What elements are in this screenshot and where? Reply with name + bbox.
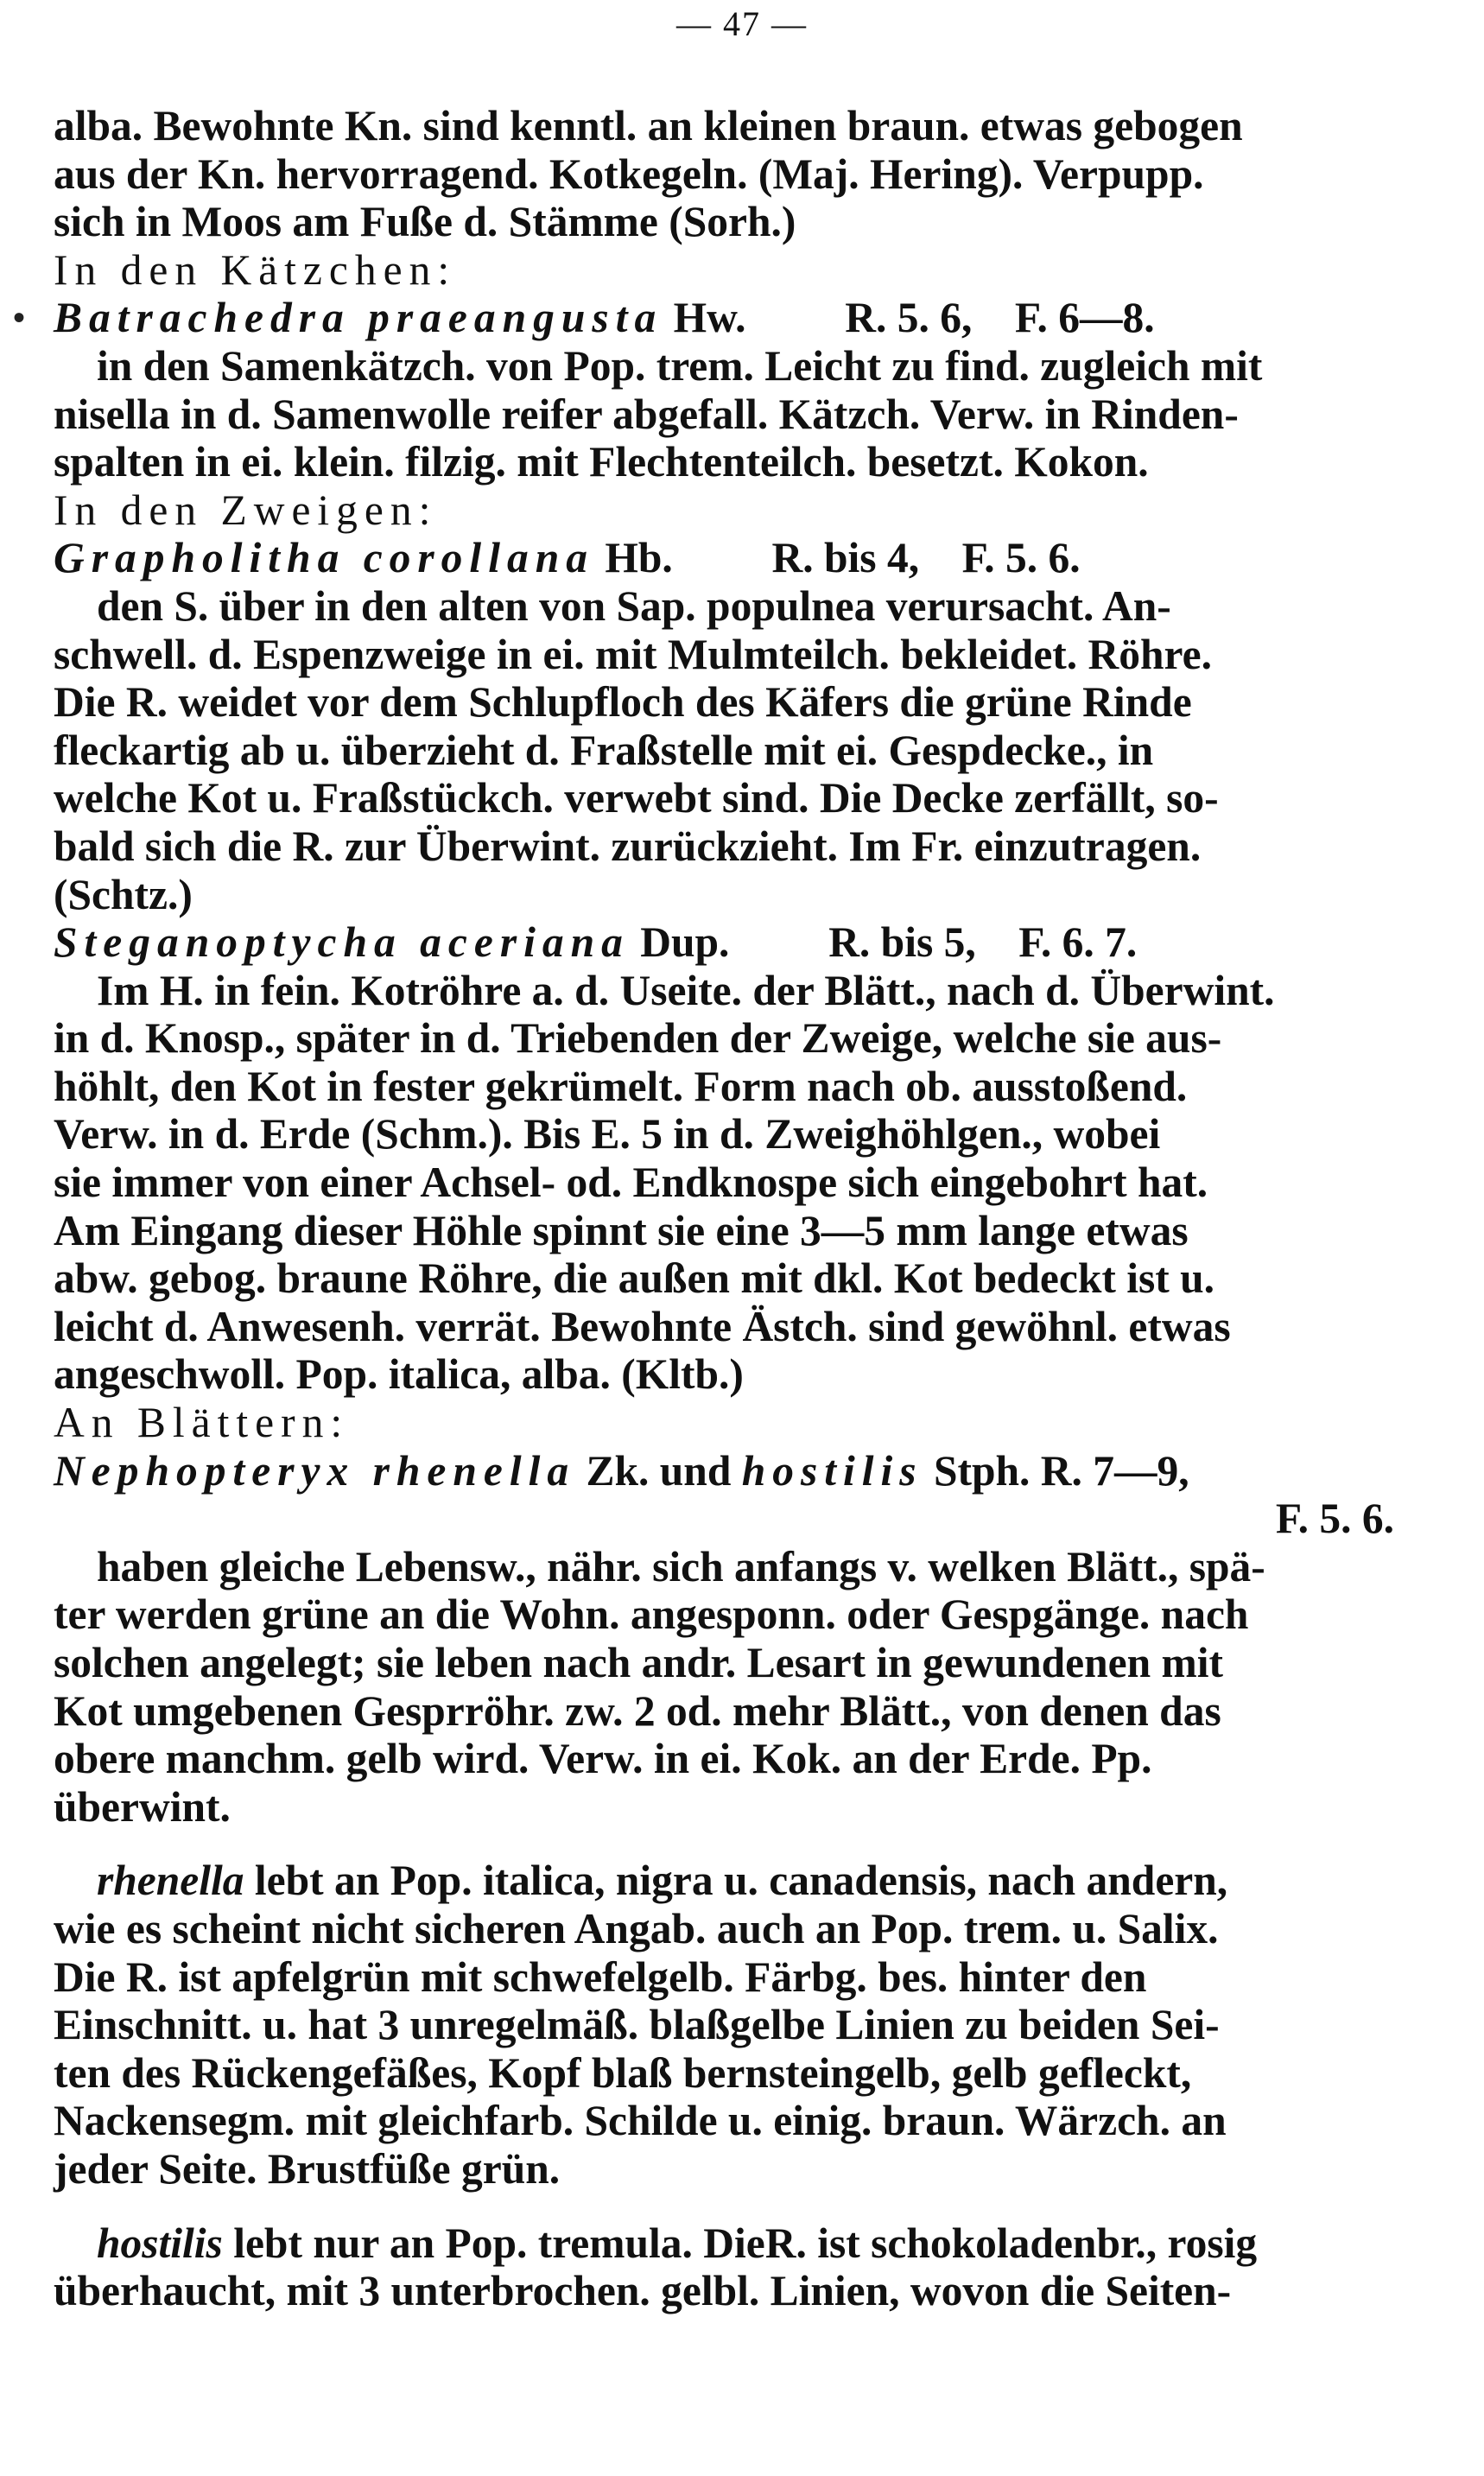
species-name: rhenella [97, 1857, 244, 1905]
text-line: jeder Seite. Brustfüße grün. [54, 2144, 561, 2193]
text-line: Verw. in d. Erde (Schm.). Bis E. 5 in d. Zweighöhlgen., wobei [54, 1110, 1161, 1159]
text-line: ter werden grüne an die Wohn. angesponn. oder Gespgänge. nach [54, 1590, 1249, 1639]
text-line: den S. über in den alten von Sap. populnea verursacht. An- [97, 581, 1171, 630]
text-line: höhlt, den Kot in fester gekrümelt. Form nach ob. ausstoßend. [54, 1062, 1188, 1110]
text-line: solchen angelegt; sie leben nach andr. Lesart in gewundenen mit [54, 1639, 1223, 1686]
text-line: sie immer von einer Achsel- od. Endknospe sich eingebohrt hat. [54, 1159, 1208, 1207]
text-line: ten des Rückengefäßes, Kopf blaß bernsteingelb, gelb gefleckt, [54, 2048, 1192, 2097]
species-author: Dup. [640, 918, 730, 967]
text-line: leicht d. Anwesenh. verrät. Bewohnte Ästch. sind gewöhnl. etwas [54, 1302, 1231, 1350]
page-body [12, 102, 1436, 2315]
paragraph-first-line [54, 2219, 1436, 2268]
text-line: obere manchm. gelb wird. Verw. in ei. Kok. an der Erde. Pp. [54, 1735, 1152, 1783]
text-line: abw. gebog. braune Röhre, die außen mit dkl. Kot bedeckt ist u. [54, 1254, 1214, 1303]
text-line: haben gleiche Lebensw., nähr. sich anfangs v. welken Blätt., spä- [97, 1542, 1265, 1590]
text-line: Am Eingang dieser Höhle spinnt sie eine 3—5 mm lange etwas [54, 1206, 1189, 1254]
text-line: Nackensegm. mit gleichfarb. Schilde u. einig. braun. Wärzch. an [54, 2097, 1227, 2145]
species-name: hostilis [97, 2219, 223, 2267]
paragraph-first-line [54, 1857, 1436, 1905]
text-line: in den Samenkätzch. von Pop. trem. Leicht zu find. zugleich mit [97, 341, 1263, 390]
text-line: Die R. weidet vor dem Schlupfloch des Käfers die grüne Rinde [54, 678, 1192, 727]
text-line: (Schtz.) [54, 870, 193, 918]
text-line: Im H. in fein. Kotröhre a. d. Useite. der Blätt., nach d. Überwint. [97, 966, 1275, 1014]
text-line: nisella in d. Samenwolle reifer abgefall. Kätzch. Verw. in Rinden- [54, 390, 1239, 438]
section-heading-zweige: In den Zweigen: [54, 486, 438, 534]
species-name: Batrachedra praeangusta [54, 294, 663, 342]
species-line-nephopteryx [54, 1447, 1436, 1495]
text-line: spalten in ei. klein. filzig. mit Flechtenteilch. besetzt. Kokon. [54, 438, 1149, 486]
species-rf: R. bis 5, F. 6. 7. [828, 918, 1138, 967]
species-author: Hw. [673, 294, 746, 342]
species-author: Zk. und [586, 1446, 732, 1495]
species-name: Nephopteryx rhenella [54, 1446, 576, 1495]
text-line: überhaucht, mit 3 unterbrochen. gelbl. Linien, wovon die Seiten- [54, 2267, 1232, 2315]
text-line: wie es scheint nicht sicheren Angab. auch an Pop. trem. u. Salix. [54, 1904, 1219, 1952]
species-author: Stph. R. 7—9, [933, 1446, 1189, 1495]
text-line: Die R. ist apfelgrün mit schwefelgelb. Färbg. bes. hinter den [54, 1952, 1147, 2001]
species-rf: R. 5. 6, F. 6—8. [845, 294, 1155, 342]
text-line: schwell. d. Espenzweige in ei. mit Mulmteilch. bekleidet. Röhre. [54, 630, 1212, 678]
species-name: hostilis [741, 1446, 923, 1495]
species-author: Hb. [605, 534, 673, 582]
text-line: aus der Kn. hervorragend. Kotkegeln. (Maj. Hering). Verpupp. [54, 149, 1204, 198]
text-line: überwint. [54, 1782, 231, 1831]
species-line-steganoptycha [54, 918, 1436, 967]
species-rf: R. bis 4, F. 5. 6. [771, 534, 1081, 582]
text-line: Einschnitt. u. hat 3 unregelmäß. blaßgelbe Linien zu beiden Sei- [54, 2001, 1220, 2049]
species-name: Steganoptycha aceriana [54, 918, 630, 967]
text-fragment: lebt nur an Pop. tremula. DieR. ist schokoladenbr., rosig [233, 2219, 1258, 2267]
text-line: bald sich die R. zur Überwint. zurückzieht. Im Fr. einzutragen. [54, 822, 1202, 870]
text-line: in d. Knosp., später in d. Triebenden der Zweige, welche sie aus- [54, 1014, 1222, 1063]
species-line-grapholitha [54, 534, 1436, 582]
margin-bullet-mark: • [12, 298, 25, 338]
species-line-batrachedra [12, 294, 1436, 342]
species-rf: F. 5. 6. [1275, 1495, 1394, 1543]
species-name: Grapholitha corollana [54, 534, 594, 582]
page-number: — 47 — [676, 4, 808, 43]
section-heading-kaetzchen: In den Kätzchen: [54, 245, 457, 294]
text-line: Kot umgebenen Gesprröhr. zw. 2 od. mehr Blätt., von denen das [54, 1686, 1221, 1735]
text-line: angeschwoll. Pop. italica, alba. (Kltb.) [54, 1350, 744, 1399]
section-heading-blaettern: An Blättern: [54, 1399, 350, 1447]
text-line: sich in Moos am Fuße d. Stämme (Sorh.) [54, 198, 796, 246]
text-fragment: lebt an Pop. italica, nigra u. canadensis, nach andern, [254, 1857, 1228, 1905]
text-line: alba. Bewohnte Kn. sind kenntl. an kleinen braun. etwas gebogen [54, 102, 1243, 149]
text-line: fleckartig ab u. überzieht d. Fraßstelle mit ei. Gespdecke., in [54, 726, 1154, 774]
text-line: welche Kot u. Fraßstückch. verwebt sind. Die Decke zerfällt, so- [54, 774, 1219, 822]
